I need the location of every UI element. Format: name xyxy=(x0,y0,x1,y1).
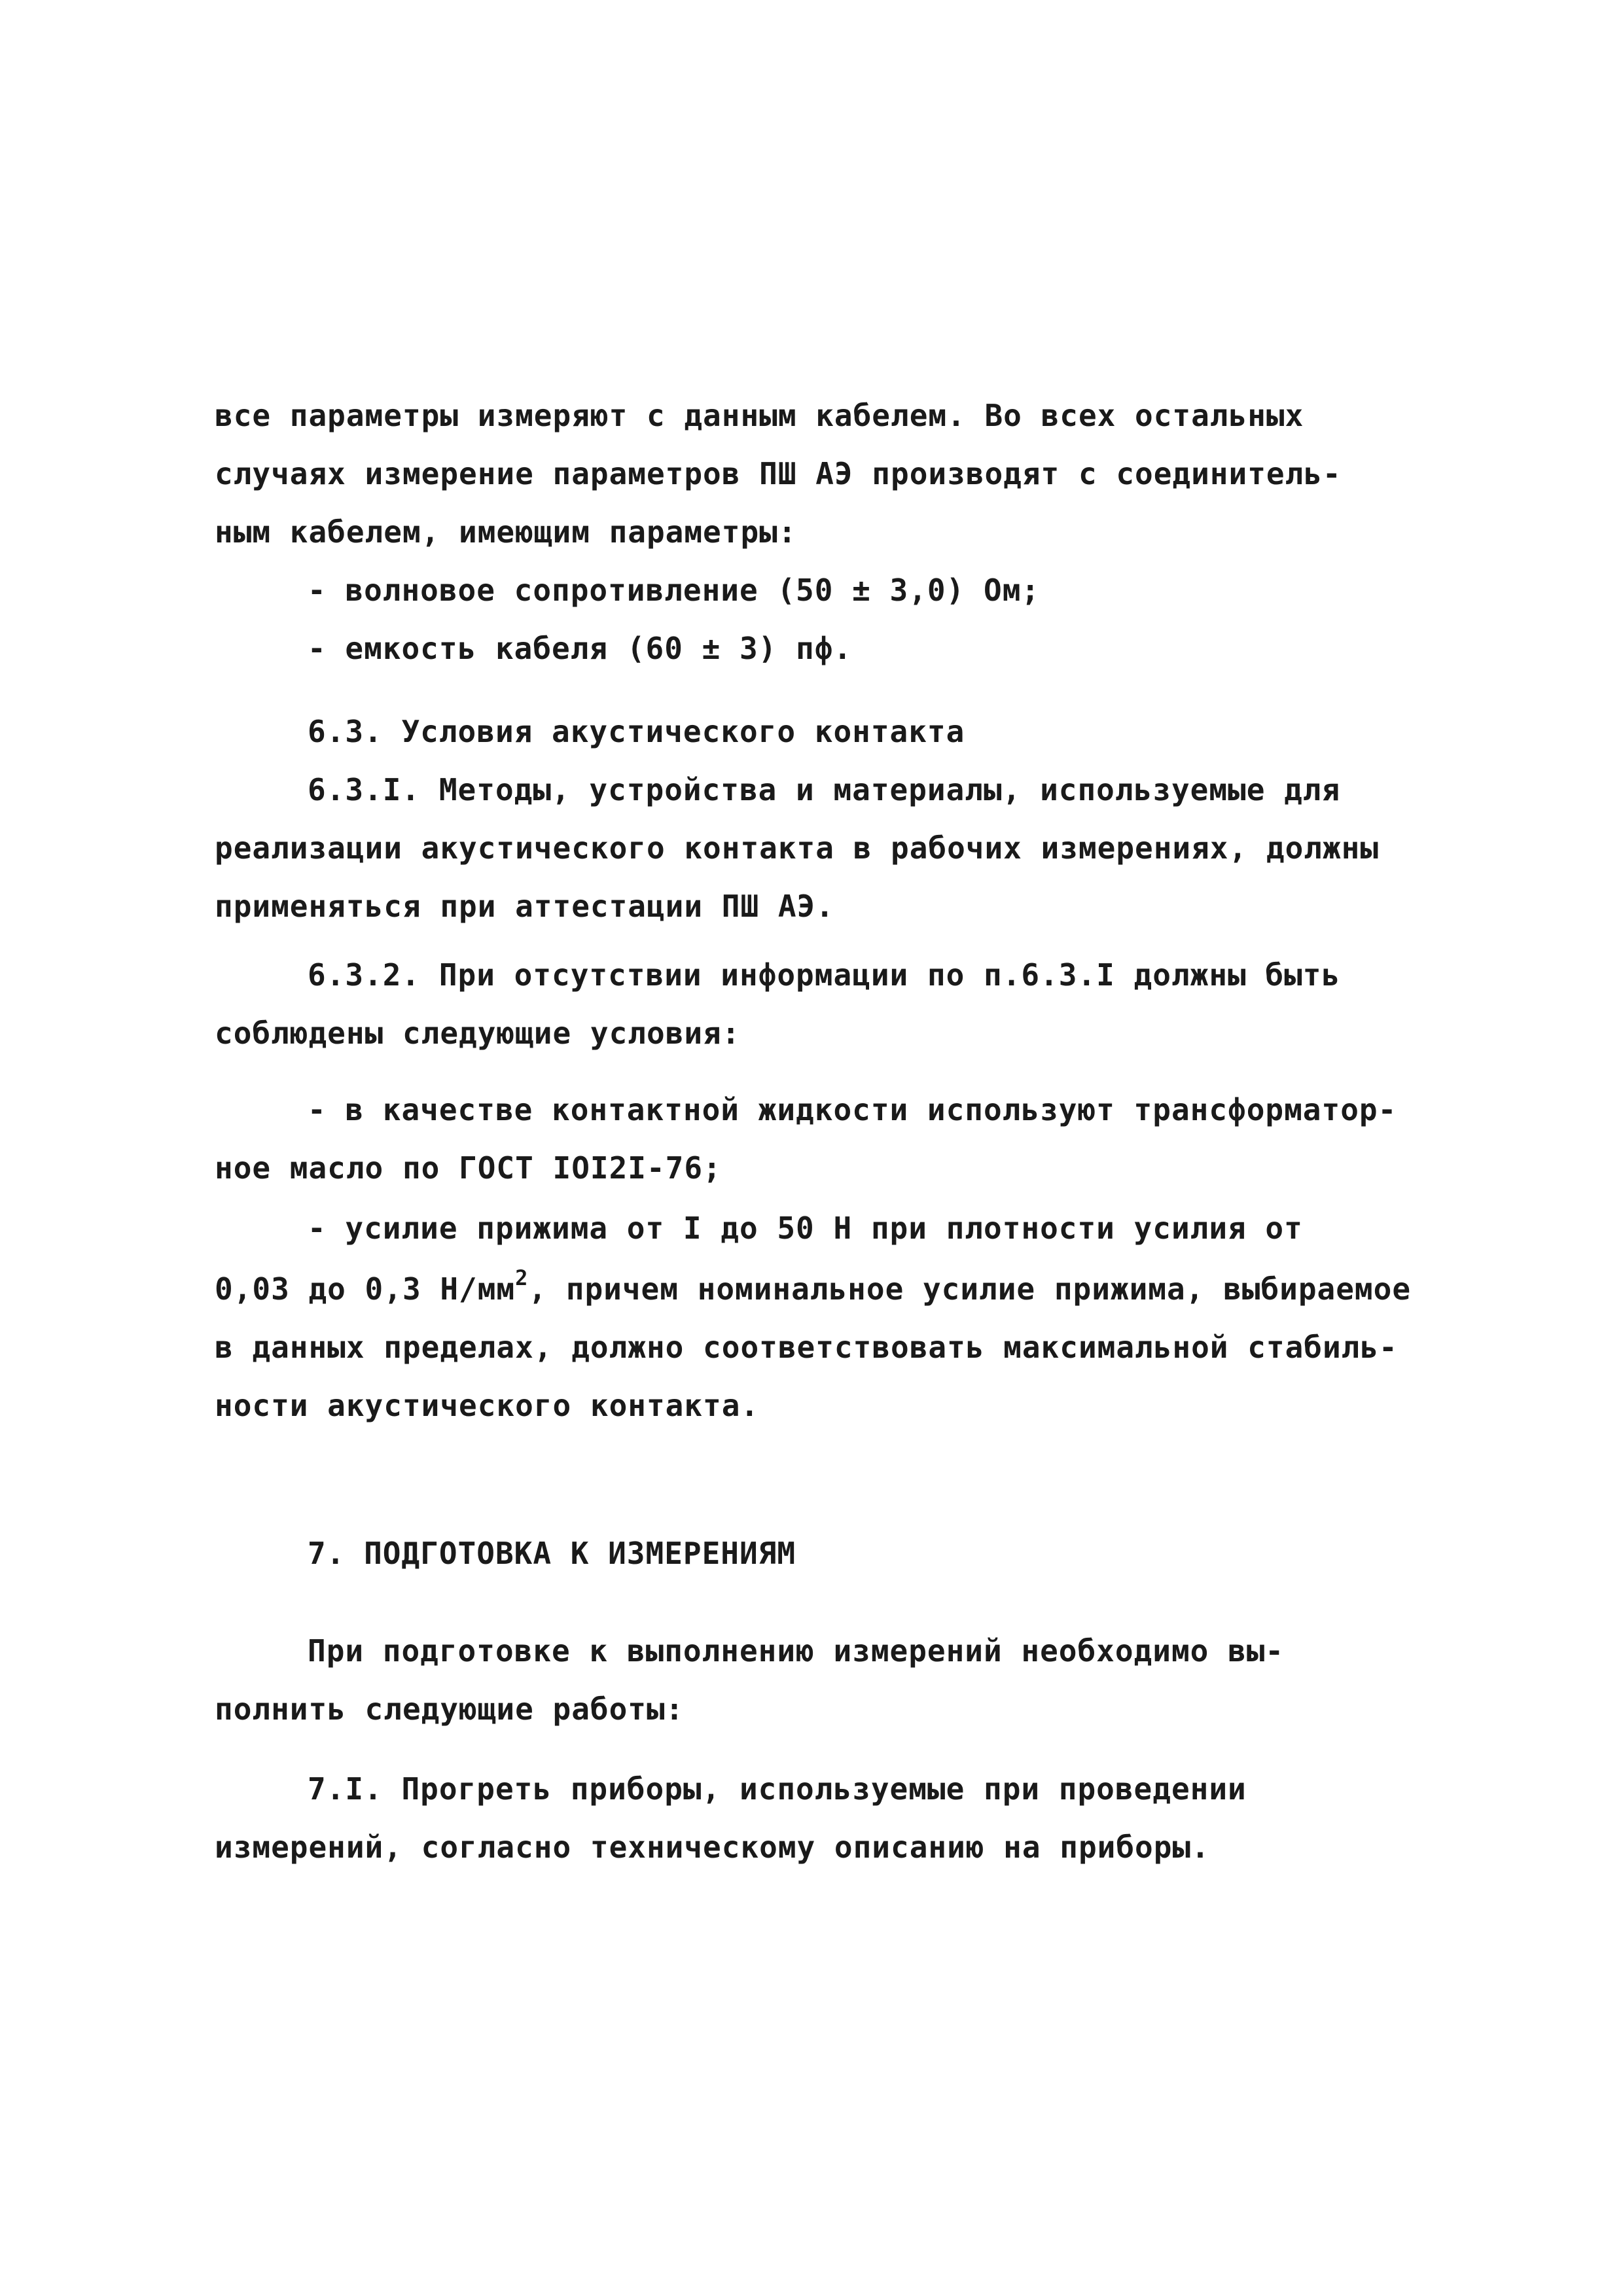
list-item: - усилие прижима от I до 50 Н при плотности усилия от xyxy=(308,1210,1303,1246)
text-line: реализации акустического контакта в рабочих измерениях, должны xyxy=(215,830,1380,866)
text-line: в данных пределах, должно соответствовать максимальной стабиль- xyxy=(215,1330,1398,1365)
section-heading: 7. ПОДГОТОВКА К ИЗМЕРЕНИЯМ xyxy=(308,1536,796,1571)
text-line: 7.I. Прогреть приборы, используемые при проведении xyxy=(308,1771,1247,1807)
text-line: полнить следующие работы: xyxy=(215,1691,685,1727)
text-line: ное масло по ГОСТ IOI2I-76; xyxy=(215,1150,722,1186)
text-line: измерений, согласно техническому описанию на приборы. xyxy=(215,1829,1210,1865)
list-item: - волновое сопротивление (50 ± 3,0) Ом; xyxy=(308,573,1041,608)
text-run: , причем номинальное усилие прижима, выбираемое xyxy=(528,1271,1412,1307)
text-line: 6.3.I. Методы, устройства и материалы, используемые для xyxy=(308,772,1341,807)
text-line: применяться при аттестации ПШ АЭ. xyxy=(215,889,834,924)
text-line: ности акустического контакта. xyxy=(215,1388,760,1423)
text-line: соблюдены следующие условия: xyxy=(215,1016,741,1051)
list-item: - в качестве контактной жидкости используют трансформатор- xyxy=(308,1092,1397,1127)
text-line: все параметры измеряют с данным кабелем. Во всех остальных xyxy=(215,398,1304,433)
text-line: 6.3.2. При отсутствии информации по п.6.3.I должны быть xyxy=(308,957,1341,993)
list-item: - емкость кабеля (60 ± 3) пф. xyxy=(308,631,853,666)
text-line xyxy=(215,1265,1412,1309)
section-heading: 6.3. Условия акустического контакта xyxy=(308,714,965,749)
text-line: ным кабелем, имеющим параметры: xyxy=(215,514,797,550)
text-line: При подготовке к выполнению измерений необходимо вы- xyxy=(308,1633,1285,1669)
text-line: случаях измерение параметров ПШ АЭ производят с соединитель- xyxy=(215,456,1342,491)
text-run: 0,03 до 0,3 Н/мм xyxy=(215,1271,516,1307)
superscript: 2 xyxy=(515,1265,529,1290)
